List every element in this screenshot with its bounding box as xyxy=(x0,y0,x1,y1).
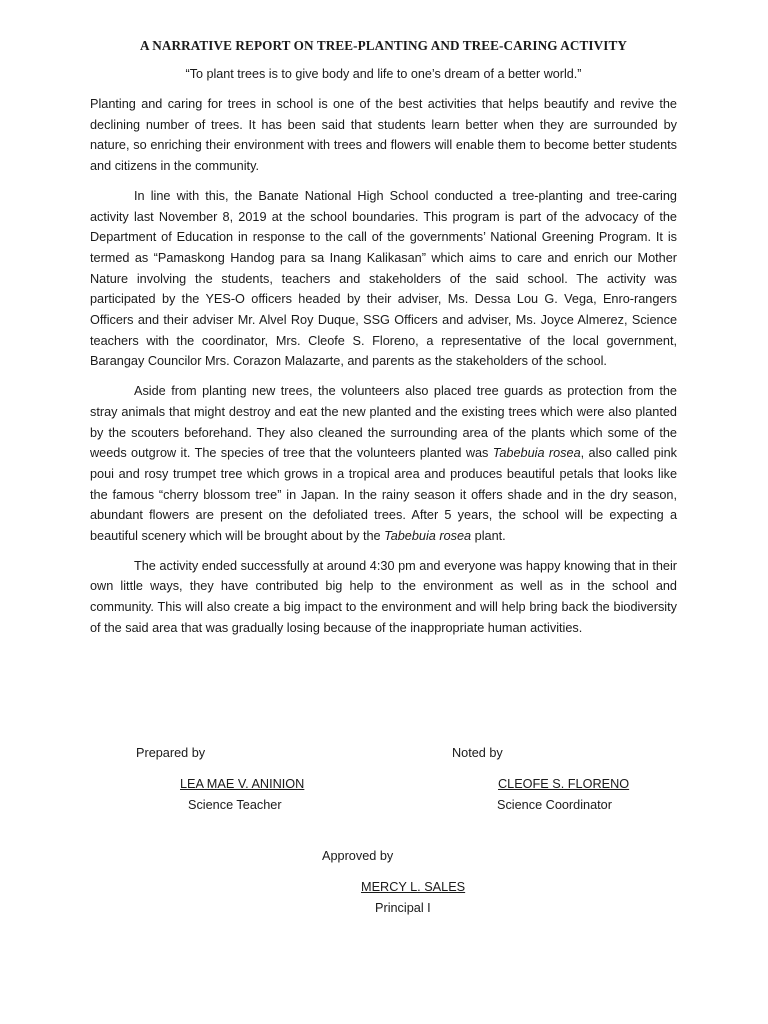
opening-quote: “To plant trees is to give body and life to one’s dream of a better world.” xyxy=(185,67,582,81)
paragraph-introduction: Planting and caring for trees in school is one of the best activities that helps beautify and revive the declining number of trees. It has been said that students learn better when they are surrounded by nature, so enriching their environment with trees and flowers will enable them to become better students and citizens in the community. xyxy=(90,97,677,174)
prepared-by-name: LEA MAE V. ANINION xyxy=(180,777,305,791)
prepared-by-label: Prepared by xyxy=(136,746,206,760)
paragraph-conclusion: The activity ended successfully at around 4:30 pm and everyone was happy knowing that in their own little ways, they have contributed big help to the environment as well as in the school and community. This will also create a big impact to the environment and will help bring back the biodiversity of the said area that was gradually losing because of the inappropriate human activities. xyxy=(90,558,677,635)
approved-by-name: MERCY L. SALES xyxy=(361,880,466,894)
report-body xyxy=(90,36,677,639)
species-name: Tabebuia rosea xyxy=(384,529,472,544)
paragraph-activity-details: In line with this, the Banate National High School conducted a tree-planting and tree-caring activity last November 8, 2019 at the school boundaries. This program is part of the advocacy of the Department of Education in response to the call of the governments’ National Greening Program. It is termed as “Pamaskong Handog para sa Inang Kalikasan” which aims to care and enrich our Mother Nature involving the students, teachers and stakeholders of the said school. The activity was participated by the YES-O officers headed by their adviser, Ms. Dessa Lou G. Vega, Enro-rangers Officers and their adviser Mr. Alvel Roy Duque, SSG Officers and adviser, Ms. Joyce Almerez, Science teachers with the coordinator, Mrs. Cleofe S. Floreno, a representative of the local government, Barangay Councilor Mrs. Corazon Malazarte, and parents as the stakeholders of the school. xyxy=(90,188,677,369)
paragraph-text: Aside from planting new trees, the volunteers also placed tree guards as protection from the stray animals that might destroy and eat the new planted and the existing trees which were also planted by the scouters beforehand. They also cleaned the surrounding area of the plants which some of the weeds outgrow it. The species of tree that the volunteers planted was xyxy=(90,384,677,461)
species-name: Tabebuia rosea xyxy=(492,446,581,461)
paragraph-activities-performed xyxy=(90,381,677,547)
approved-by-title: Principal I xyxy=(375,901,431,915)
approved-by-label: Approved by xyxy=(322,849,394,863)
prepared-by-title: Science Teacher xyxy=(188,798,282,812)
noted-by-label: Noted by xyxy=(452,746,503,760)
paragraph-text: , also called pink poui and rosy trumpet tree which grows in a tropical area and produces beautiful petals that looks like the famous “cherry blossom tree” in Japan. In the rainy season it offers shade and in the dry season, abundant flowers are present on the defoliated trees. After 5 years, the school will be expecting a beautiful scenery which will be brought about by the xyxy=(90,446,677,544)
noted-by-name: CLEOFE S. FLORENO xyxy=(498,777,630,791)
report-title: A NARRATIVE REPORT ON TREE-PLANTING AND TREE-CARING ACTIVITY xyxy=(139,38,628,53)
paragraph-text: plant. xyxy=(471,529,506,544)
noted-by-title: Science Coordinator xyxy=(497,798,612,812)
